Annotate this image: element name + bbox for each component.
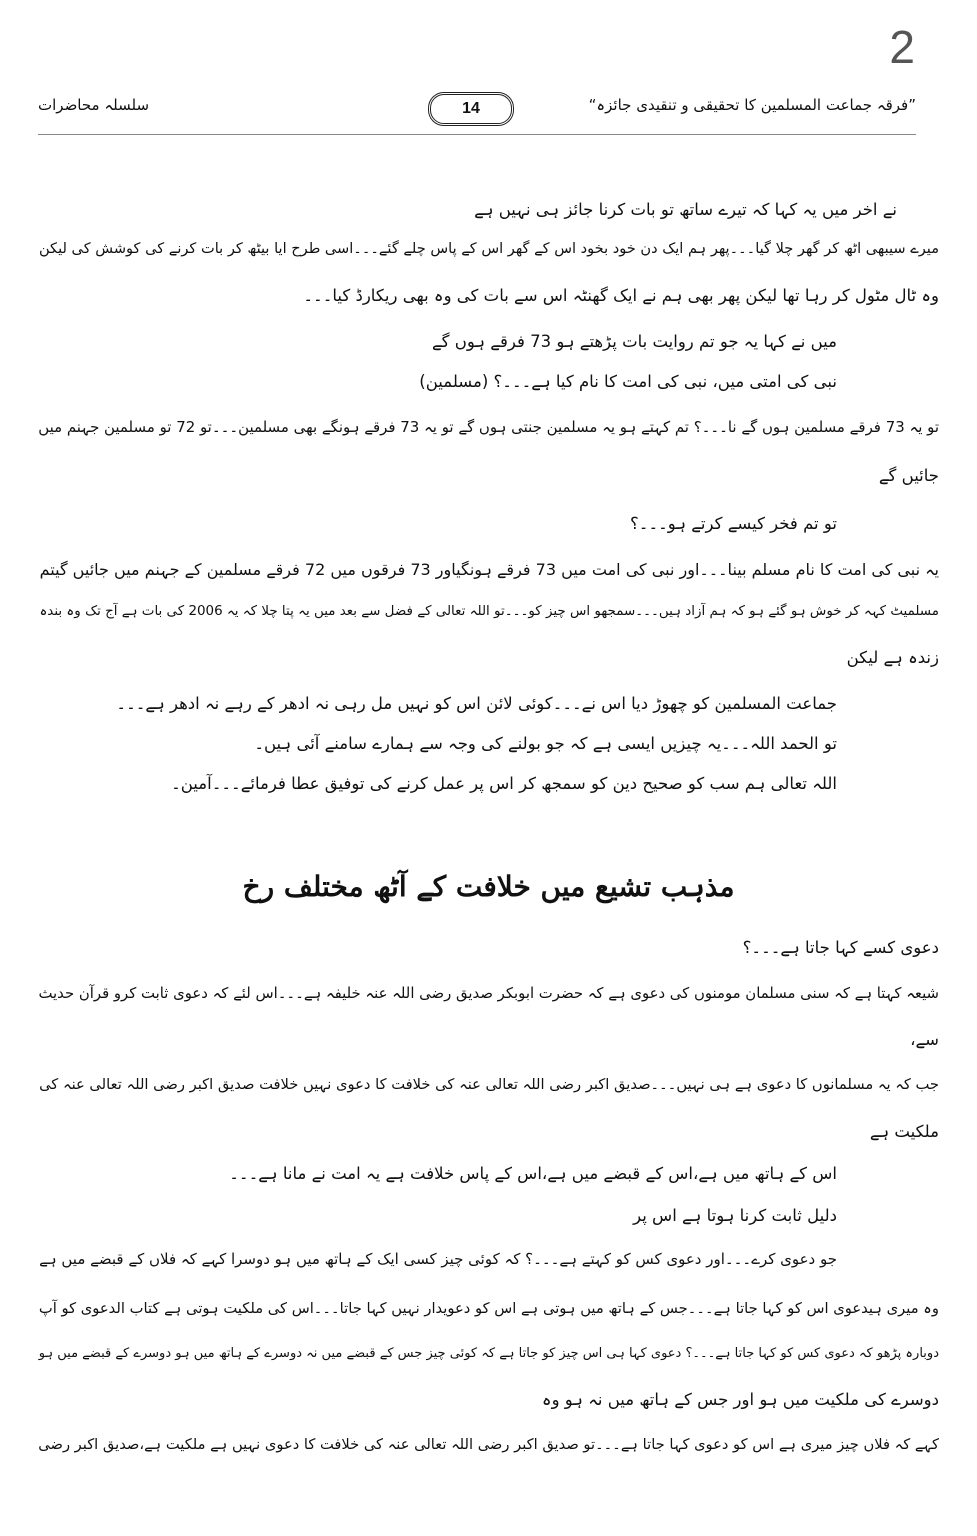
text-line: جو دعوی کرے۔۔۔اور دعوی کس کو کہتے ہے۔۔۔؟ کہ کوئی چیز کسی ایک کے ہاتھ میں ہو دوسرا کہے کہ فلاں کے قبضے میں ہے: [39, 1250, 837, 1268]
text-line: شیعہ کہتا ہے کہ سنی مسلمان مومنوں کی دعوی ہے کہ حضرت ابوبکر صدیق رضی اللہ عنہ خلیفہ ہے۔۔۔اس لئے کہ دعوی ثابت کرو قرآن حدیث: [38, 984, 939, 1002]
text-line: جب کہ یہ مسلمانوں کا دعوی ہے ہی نہیں۔۔۔صدیق اکبر رضی اللہ تعالی عنہ کی خلافت کا دعوی نہیں خلافت صدیق اکبر رضی اللہ تعالی عنہ کی: [39, 1076, 939, 1093]
text-line: اللہ تعالی ہم سب کو صحیح دین کو سمجھ کر اس پر عمل کرنے کی توفیق عطا فرمائے۔۔۔آمین۔: [171, 774, 837, 793]
text-line: سے،: [910, 1030, 939, 1049]
book-title: ”فرقہ جماعت المسلمین کا تحقیقی و تنقیدی جائزہ“: [588, 96, 916, 114]
header-divider: [38, 134, 916, 135]
text-line: تو الحمد اللہ۔۔۔یہ چیزیں ایسی ہے کہ جو بولنے کی وجہ سے ہمارے سامنے آئی ہیں۔: [254, 734, 837, 753]
text-line: میں نے کہا یہ جو تم روایت بات پڑھتے ہو 73 فرقے ہوں گے: [431, 332, 837, 351]
text-line: یہ نبی کی امت کا نام مسلم بینا۔۔۔اور نبی کی امت میں 73 فرقے ہونگیاور 73 فرقوں میں 72 فرقے مسلمین کے جہنم میں جائیں گیتم: [39, 560, 939, 579]
text-line: دعوی کسے کہا جاتا ہے۔۔۔؟: [742, 938, 939, 957]
text-line: میرے سیبھی اٹھ کر گھر چلا گیا۔۔۔پھر ہم ایک دن خود بخود اس کے گھر اس کے پاس چلے گئے۔۔۔اسی طرح ایا بیٹھ کر بات کرنے کی کوشش کی لیکن: [38, 240, 939, 257]
text-line: نبی کی امتی میں، نبی کی امت کا نام کیا ہے۔۔۔؟ (مسلمین): [419, 372, 837, 391]
text-line: تو یہ 73 فرقے مسلمین ہوں گے نا۔۔۔؟ تم کہتے ہو یہ مسلمین جنتی ہوں گے تو یہ 73 فرقے ہونگے بھی مسلمین۔۔۔تو 72 تو مسلمین جہنم میں: [38, 418, 939, 436]
text-line: دوبارہ پڑھو کہ دعوی کس کو کہا جاتا ہے۔۔۔؟ دعوی کہا ہی اس چیز کو جاتا ہے کہ کوئی چیز جس کے قبضے میں نہ دوسرے کے ہاتھ میں ہو دوسرے کے قبضے میں ہو: [38, 1346, 939, 1361]
section-heading: مذہب تشیع میں خلافت کے آٹھ مختلف رخ: [242, 870, 735, 903]
text-line: وہ ٹال مٹول کر رہا تھا لیکن پھر بھی ہم نے ایک گھنٹہ اس سے بات کی وہ بھی ریکارڈ کیا۔۔۔: [303, 286, 939, 305]
page-number-badge: 14: [428, 92, 514, 126]
series-title: سلسلہ محاضرات: [38, 96, 150, 114]
corner-page-number: 2: [889, 21, 915, 73]
text-line: نے اخر میں یہ کہا کہ تیرے ساتھ تو بات کرنا جائز ہی نہیں ہے: [474, 200, 897, 219]
text-line: اس کے ہاتھ میں ہے،اس کے قبضے میں ہے،اس کے پاس خلافت ہے یہ امت نے مانا ہے۔۔۔: [229, 1164, 837, 1183]
text-line: تو تم فخر کیسے کرتے ہو۔۔۔؟: [630, 514, 837, 533]
text-line: جائیں گے: [878, 466, 939, 485]
text-line: جماعت المسلمین کو چھوڑ دیا اس نے۔۔۔کوئی لائن اس کو نہیں مل رہی نہ ادھر کے رہے نہ ادھر ہے۔۔۔: [116, 694, 837, 713]
text-line: وہ میری ہیدعوی اس کو کہا جاتا ہے۔۔۔جس کے ہاتھ میں ہوتی ہے اس کو دعویدار نہیں کہا جاتا۔۔۔اس کی ملکیت ہوتی ہے کتاب الدعوی کو آپ: [38, 1300, 939, 1317]
text-line: مسلمیٹ کہہ کر خوش ہو گئے ہو کہ ہم آزاد ہیں۔۔۔سمجھو اس چیز کو۔۔۔تو اللہ تعالی کے فضل سے بعد میں یہ پتا چلا کہ یہ 2006 کی بات ہے آج تک وہ بندہ: [39, 604, 939, 619]
text-line: دلیل ثابت کرنا ہوتا ہے اس پر: [633, 1206, 837, 1225]
text-line: کہے کہ فلاں چیز میری ہے اس کو دعوی کہا جاتا ہے۔۔۔تو صدیق اکبر رضی اللہ تعالی عنہ کی خلافت کا دعوی نہیں ہے ملکیت ہے،صدیق اکبر رضی: [38, 1436, 939, 1453]
text-line: ملکیت ہے: [869, 1122, 939, 1141]
text-line: زندہ ہے لیکن: [846, 648, 939, 667]
text-line: دوسرے کی ملکیت میں ہو اور جس کے ہاتھ میں نہ ہو وہ: [541, 1390, 939, 1409]
page-header: [38, 92, 916, 126]
